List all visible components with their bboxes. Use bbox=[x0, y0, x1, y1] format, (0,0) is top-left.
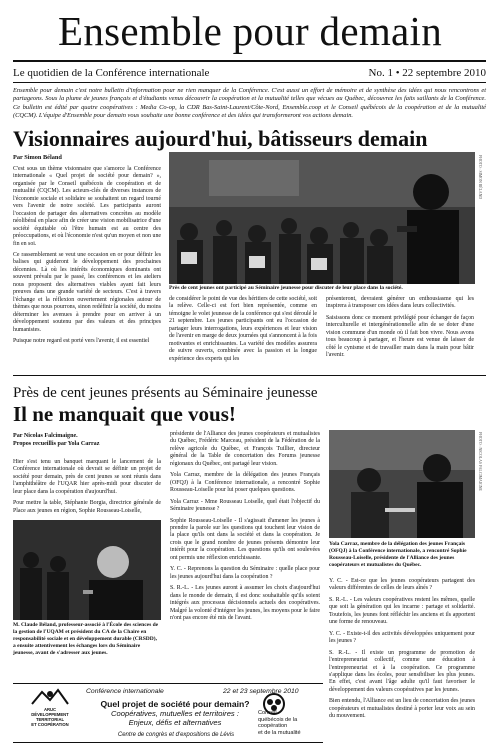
section-rule bbox=[13, 375, 486, 376]
article1-column-2 bbox=[169, 296, 317, 367]
article2-column-3 bbox=[329, 578, 475, 725]
paragraph: S. R.-L. - Il existe un programme de promotion de l'entrepreneuriat collectif, comme une éducation à l'entrepreneuriat et à la coopération. Ce programme s'applique dans les écoles, pour sensibiliser les plus jeunes. En effet, c'est avant l'âge adulte qu'il faut favoriser le développement des valeurs coopératives par les jeunes. bbox=[329, 649, 475, 693]
photo-credit: PHOTO : NICOLAS FALCIMAIGNE bbox=[478, 432, 482, 491]
masthead-rule bbox=[13, 60, 486, 62]
article1-headline: Visionnaires aujourd'hui, bâtisseurs demain bbox=[13, 126, 428, 151]
article1-byline: Par Simon Béland bbox=[13, 154, 62, 161]
article1-column-3 bbox=[326, 296, 474, 364]
photo-caption-right: Yola Carraz, membre de la délégation des jeunes Français (OFQJ) à la Conférence internationale, a rencontré Sophie Rousseau-Loiselle, présidente de l'Alliance des jeunes coopérateurs et mutualistes du Québec. bbox=[329, 541, 467, 568]
paragraph: Yola Carraz, membre de la délégation des jeunes Français (OFQJ) à la Conférence internationale, a rencontré Sophie Rousseau-Loiselle pour lui poser quelques questions. bbox=[170, 472, 320, 494]
ad-subtitle-2: Enjeux, défis et alternatives bbox=[128, 718, 222, 727]
interview-photo bbox=[329, 430, 475, 538]
article1-column-1 bbox=[13, 166, 161, 349]
photo-illustration bbox=[13, 520, 161, 620]
intro-paragraph: Ensemble pour demain c'est notre bulletin d'information pour ne rien manquer de la Conférence. C'est aussi un effort de mémoire et de synthèse des idées qui nous rencontrons et partageons. Sous la plume de jeunes français et d'étudiants venus découvrir la coopération et la mutualité telles que vécues au Québec, découvrez les faits saillants de la Conférence. Ce bulletin est édité par quatre coopératives : Media Co-op, la CDR Bas-Saint-Laurent/Côte-Nord, Ensemble.coop et le Conseil québécois de la coopération et de la mutualité (CQCM). L'équipe d'Ensemble pour demain vous souhaite une bonne conférence et des idées qui transformeront vos actions demain. bbox=[13, 87, 486, 120]
ad-conference-label: Conférence internationale bbox=[86, 688, 164, 695]
photo-credit: PHOTO : SIMON BÉLAND bbox=[478, 155, 482, 200]
masthead-subtitle: Le quotidien de la Conférence internationale bbox=[13, 67, 210, 79]
paragraph: C'est sous un thème visionnaire que s'amorce la Conférence internationale « Quel projet de société pour demain? », organisée par le Conseil québécois de coopération et de mutualité (CQCM). Les acteurs-clés de diverses instances de l'économie sociale et solidaire se souhaitent un regard tourné vers l'avenir de notre société. Les participants auront l'occasion de partager des alternatives concrètes au modèle néolibéral en place afin de créer une vision mobilisatrice d'une société équitable où l'être humain est au centre des préoccupations, et où l'économie n'est qu'un moyen et non une fin en soi. bbox=[13, 166, 161, 247]
article2-headline: Il ne manquait que vous! bbox=[13, 402, 236, 426]
paragraph: Y. C. - Reprenons la question du Séminaire : quelle place pour les jeunes aujourd'hui dans la coopération ? bbox=[170, 566, 320, 580]
paragraph: de considérer le point de vue des héritiers de cette société, soit la relève. Celle-ci est fort bien représentée, comme en témoigne le volet jeunesse de la conférence qui s'est déroulé le 21 septembre. Les jeunes participants ont eu l'occasion de partager leurs interrogations, leurs expériences et leur vision de l'avenir en marge de deux journées qui s'annoncent à la fois motivantes et enrichissantes. La variété des modèles assurera de suivre ouverts, combinée avec la passion et la longue expérience des experts qui les bbox=[169, 296, 317, 362]
article2-column-2 bbox=[170, 431, 320, 626]
speaker-photo bbox=[13, 520, 161, 620]
paragraph: Saisissons donc ce moment privilégié pour échanger de façon interculturelle et intergénérationnelle afin de se doter d'une vision commune d'un monde où il fait bon vivre. Nous avons tous beaucoup à partager, et l'heure est venue de laisser de côté le cynisme et de travailler main dans la main pour bâtir l'avenir. bbox=[326, 314, 474, 359]
paragraph: Pour mettre la table, Stéphanie Borgia, directrice générale de Place aux jeunes en région, Sophie Rousseau-Loiselle, bbox=[13, 500, 161, 514]
paragraph: présenteront, devraient générer un enthousiasme qui les inspirera à transposer ces idées dans leurs collectivités. bbox=[326, 296, 474, 310]
issue-number: No. 1 • 22 septembre 2010 bbox=[368, 67, 486, 79]
paragraph: S. R.-L. - Les valeurs coopératives restent les mêmes, quelle que soit la génération qui les incarne : partage et solidarité. Toutefois, les jeunes font réfléchir les anciens et ils apportent une forme de renouveau. bbox=[329, 596, 475, 626]
paragraph: Y. C. - Est-ce que les jeunes coopérateurs partagent des valeurs différentes de celles de leurs aînés ? bbox=[329, 578, 475, 592]
cqcm-logo-text: Conseil québécois de la coopération et de la mutualité bbox=[258, 710, 301, 736]
paragraph: présidente de l'Alliance des jeunes coopérateurs et mutualistes du Québec, Frédéric Marceau, président de la Fédération de la relève agricole du Québec, et François Tuillier, directeur général de la Table de concertation des Forums jeunesse régionaux du Québec, ont partagé leur vision. bbox=[170, 431, 320, 467]
article2-column-1 bbox=[13, 459, 161, 519]
paragraph: Yola Carraz - Mme Rousseau Loiselle, quel était l'objectif du Séminaire jeunesse ? bbox=[170, 498, 320, 513]
ad-subtitle-1: Coopératives, mutuelles et territoires : bbox=[111, 709, 239, 718]
paragraph: Sophie Rousseau-Loiselle - Il s'agissait d'amener les jeunes à prendre la parole sur les questions qui touchent leur vision de la place qu'ils ont dans la société et dans la coopération. Je crois que le grand nombre de jeunes présents démontre leur intérêt pour la coopération. Les questions qu'ils ont soulevées ont permis une réflexion enrichissante. bbox=[170, 517, 320, 561]
photo-caption: Près de cent jeunes ont participé au Séminaire jeunesse pour discuter de leur place dans la société. bbox=[169, 285, 403, 291]
paragraph: Y. C. - Existe-t-il des activités développées uniquement pour les jeunes ? bbox=[329, 630, 475, 645]
article2-kicker: Près de cent jeunes présents au Séminaire jeunesse bbox=[13, 385, 318, 401]
paragraph: Ce rassemblement se veut une occasion en or pour définir les balises qui guideront le développement des prochaines décennies. Là où les intérêts économiques dominants ont souvent prévalu par le passé, les conférences et les ateliers nous proposent des alternatives viables ayant fait leurs preuves dans une grande variété de secteurs. C'est à travers l'échange et la réflexion ouvertement régionales autour de thèmes que nous pourrons, sinon redéfinir la société, du moins déterminer les avenues à prendre pour en arriver à un développement soutenu par des valeurs et des principes humanistes. bbox=[13, 251, 161, 333]
article2-byline: Par Nicolas Falcimaigne. Propos recueillis par Yola Carraz bbox=[13, 433, 100, 447]
photo-caption-left: M. Claude Béland, professeur-associé à l'École des sciences de la gestion de l'UQAM et président du CA de la Chaire en responsabilité sociale et en développement durable (CRSDD), a ensuite attentivement les échanges lors du Séminaire jeunesse, avant de s'adresser aux jeunes. bbox=[13, 622, 159, 656]
paragraph: Bien entendu, l'Alliance est un lieu de concertation des jeunes coopérateurs et mutualistes destiné à porter leur voix au sein du mouvement. bbox=[329, 698, 475, 720]
ad-venue: Centre de congrès et d'expositions de Lévis bbox=[117, 732, 235, 738]
aruc-logo-icon bbox=[28, 686, 72, 708]
paragraph: Hier s'est tenu un banquet marquant le lancement de la Conférence internationale où devrait se définir un projet de société pour demain, près de cent jeunes se sont réunis dans l'amphithéâtre de l'UQAR hier après-midi pour discuter de leur place dans la coopération d'aujourd'hui. bbox=[13, 459, 161, 495]
ad-dates: 22 et 23 septembre 2010 bbox=[223, 688, 299, 695]
photo-illustration bbox=[329, 430, 475, 538]
masthead-title: Ensemble pour demain bbox=[57, 8, 442, 54]
aruc-logo-text: ARUC DÉVELOPPEMENT TERRITORIAL ET COOPÉRATION bbox=[31, 707, 69, 727]
seminar-audience-photo bbox=[169, 152, 475, 284]
paragraph: S. R.-L. - Les jeunes auront à assumer les choix d'aujourd'hui dans le monde de demain, il est donc souhaitable qu'ils soient intégrés aux processus décisionnels actuels des coopératives. Malgré la volonté d'intégrer les jeunes, les moyens pour le faire n'ont pas encore été mis de l'avant. bbox=[170, 585, 320, 621]
ad-title: Quel projet de société pour demain? bbox=[100, 699, 250, 709]
masthead-rule-thin bbox=[13, 82, 486, 83]
paragraph: Puisque notre regard est porté vers l'avenir, il est essentiel bbox=[13, 337, 150, 344]
photo-illustration bbox=[169, 152, 475, 284]
